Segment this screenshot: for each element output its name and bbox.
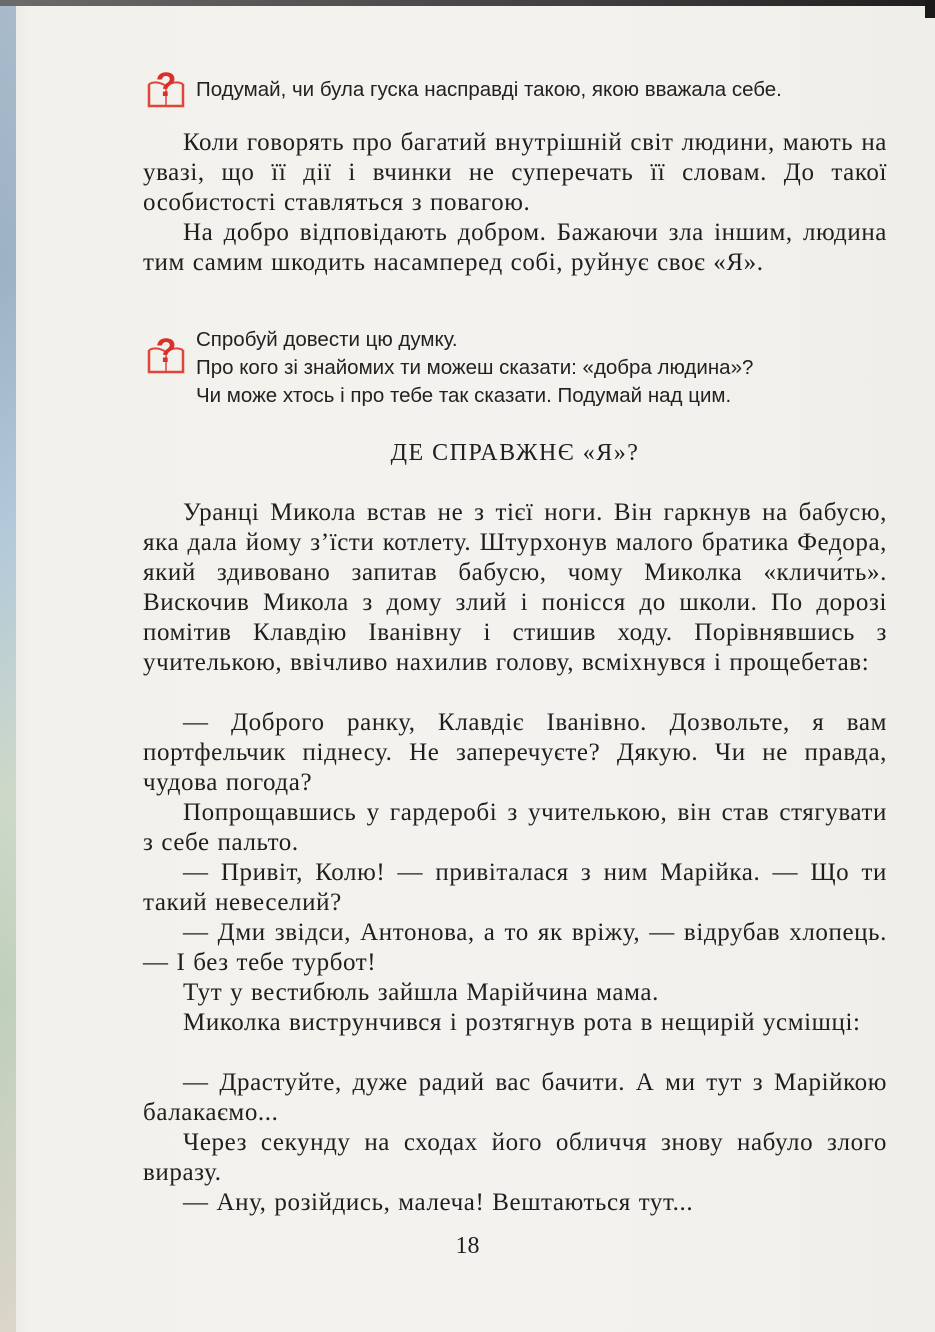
- story-paragraph-10: — Ану, розійдись, малеча! Вештаються тут...: [183, 1189, 694, 1216]
- svg-text:?: ?: [155, 332, 177, 370]
- question-line: Подумай, чи була гуска насправді такою, якою вважала себе.: [196, 78, 782, 101]
- story-paragraph-1: Уранці Микола встав не з тієї ноги. Він гаркнув на бабусю, яка дала йому з’їсти котлету. Штурхонув малого братика Федора, який здивовано запитав бабусю, чому Миколка «кличи́ть». Вискочив Микола з дому злий і понісся до школи. По дорозі помітив Клавдію Іванівну і стишив ходу. Порівнявшись з учителькою, ввічливо нахилив голову, всміхнувся і прощебетав:: [143, 499, 887, 676]
- question-line: Спробуй довести цю думку.: [196, 328, 458, 351]
- question-line: Чи може хтось і про тебе так сказати. Подумай над цим.: [196, 384, 732, 407]
- story-paragraph-2: — Доброго ранку, Клавдіє Іванівно. Дозвольте, я вам портфельчик піднесу. Не заперечуєте? Дякую. Чи не правда, чудова погода?: [143, 709, 887, 796]
- story-paragraph-5: — Дми звідси, Антонова, а то як вріжу, — відрубав хлопець. — І без тебе турбот!: [143, 919, 887, 976]
- question-line: Про кого зі знайомих ти можеш сказати: «добра людина»?: [196, 356, 754, 379]
- story-paragraph-7: Миколка виструнчився і розтягнув рота в нещирій усмішці:: [183, 1009, 861, 1036]
- story-paragraph-6: Тут у вестибюль зайшла Марійчина мама.: [183, 979, 659, 1006]
- question-think-goose: [196, 76, 782, 104]
- svg-text:?: ?: [155, 66, 177, 104]
- page-number: 18: [455, 1233, 480, 1259]
- intro-paragraph-2: На добро відповідають добром. Бажаючи зла іншим, людина тим самим шкодить насамперед собі, руйнує своє «Я».: [143, 219, 887, 276]
- story-title: ДЕ СПРАВЖНЄ «Я»?: [390, 440, 640, 466]
- page-top-edge: [0, 0, 935, 6]
- page-edge-shadow: [0, 0, 16, 1332]
- story-paragraph-8: — Драстуйте, дуже радий вас бачити. А ми тут з Марійкою балакаємо...: [143, 1069, 887, 1126]
- question-prove-thought: [196, 326, 753, 410]
- story-paragraph-3: Попрощавшись у гардеробі з учителькою, він став стягувати з себе пальто.: [143, 799, 887, 856]
- page-corner-dark: [925, 0, 935, 18]
- intro-paragraph-1: Коли говорять про багатий внутрішній світ людини, мають на увазі, що її дії і вчинки не суперечать її словам. До такої особистості ставляться з повагою.: [143, 129, 887, 216]
- question-book-icon: [146, 62, 186, 108]
- story-paragraph-9: Через секунду на сходах його обличчя знову набуло злого виразу.: [143, 1129, 887, 1186]
- question-book-icon: [146, 328, 186, 374]
- story-paragraph-4: — Привіт, Колю! — привіталася з ним Марійка. — Що ти такий невеселий?: [143, 859, 887, 916]
